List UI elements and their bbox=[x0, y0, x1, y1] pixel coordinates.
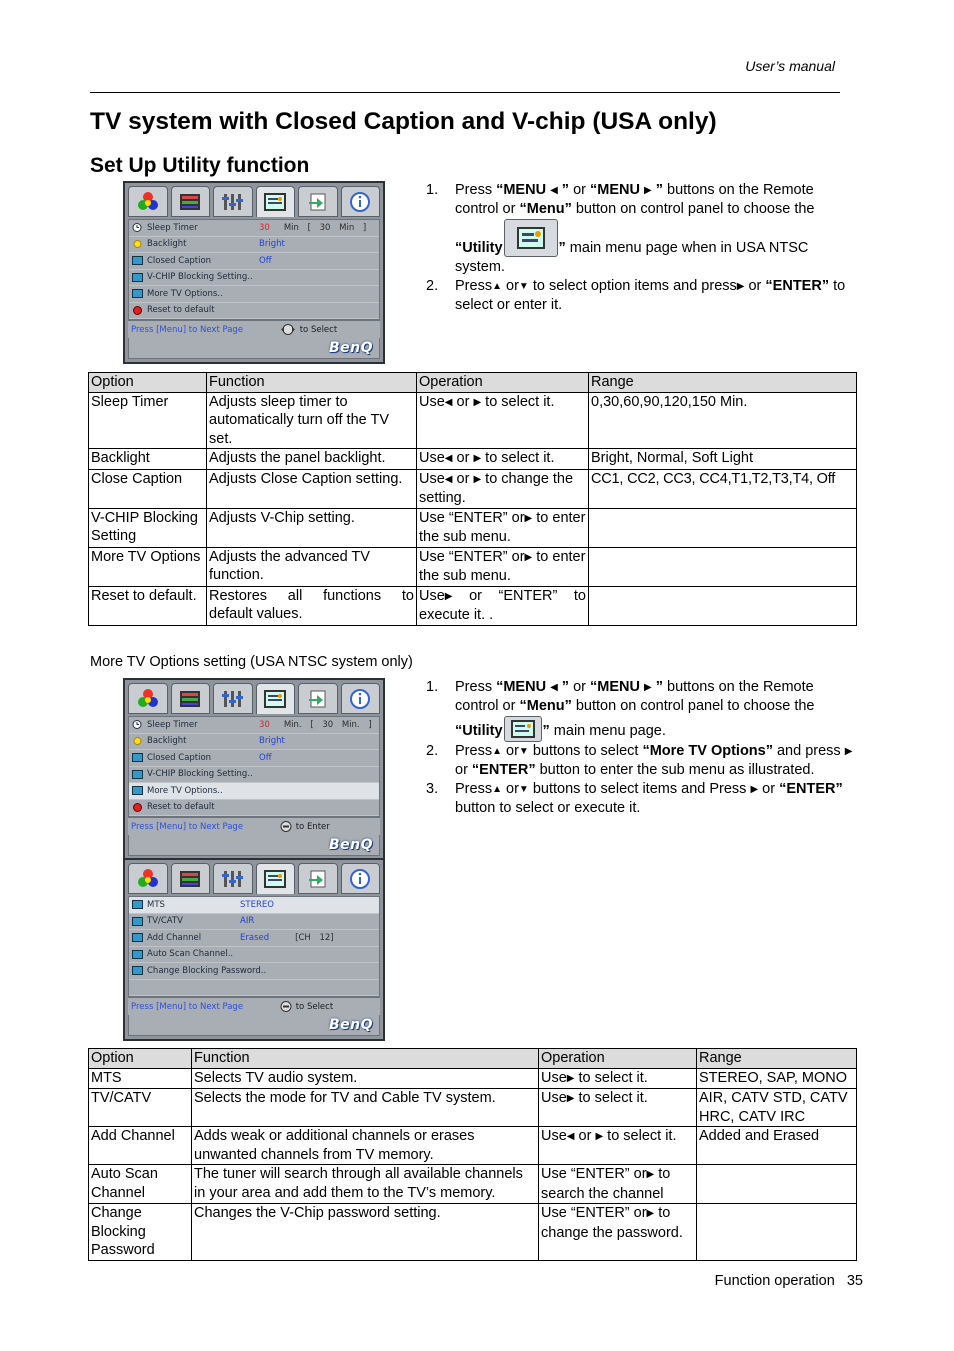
osd-tab-image bbox=[213, 186, 253, 217]
osd-row-auto-scan: Auto Scan Channel.. bbox=[129, 947, 379, 964]
up-arrow-icon: ▲ bbox=[492, 281, 502, 292]
instructions-more-tv bbox=[426, 678, 856, 818]
osd-utility-menu bbox=[123, 181, 385, 364]
utility-icon bbox=[504, 219, 558, 257]
adjust-icon bbox=[222, 869, 244, 889]
right-arrow-icon: ▶ bbox=[736, 281, 745, 292]
osd-row-closed-caption: Closed Caption Off bbox=[129, 750, 379, 767]
color-balls-icon bbox=[137, 688, 159, 710]
tv-icon bbox=[132, 933, 143, 942]
reset-icon bbox=[132, 306, 143, 315]
header-rule bbox=[90, 92, 840, 93]
table-row: More TV Options Adjusts the advanced TV function. Use “ENTER” or▶ to enter the sub menu. bbox=[89, 547, 857, 586]
osd-tab-info bbox=[341, 683, 381, 714]
osd-tab-color bbox=[128, 863, 168, 894]
info-icon bbox=[350, 192, 370, 212]
osd-row-vchip: V-CHIP Blocking Setting.. bbox=[129, 767, 379, 784]
adjust-icon bbox=[222, 192, 244, 212]
table-row: Close Caption Adjusts Close Caption setting. Use◀ or ▶ to change the setting. CC1, CC2, CC3, CC4,T1,T2,T3,T4, Off bbox=[89, 469, 857, 508]
osd-footer: Press [Menu] to Next Page to Enter bbox=[128, 817, 380, 835]
step-1: 1. Press “MENU ◀ ” or “MENU ▶ ” buttons on the Remote control or “Menu” button on control panel to choose the “Utility ” main menu page when in USA NTSC system. bbox=[426, 182, 815, 275]
osd-row-backlight: Backlight Bright bbox=[129, 734, 379, 751]
benq-logo: BenQ bbox=[128, 338, 380, 359]
tv-icon bbox=[132, 256, 143, 265]
page-number: 35 bbox=[846, 1273, 863, 1289]
page-title: TV system with Closed Caption and V-chip (USA only) bbox=[90, 108, 717, 135]
down-arrow-icon: ▼ bbox=[518, 784, 529, 795]
tv-icon bbox=[132, 753, 143, 762]
down-arrow-icon: ▼ bbox=[518, 746, 529, 757]
osd-row-reset: Reset to default bbox=[129, 303, 379, 320]
source-icon bbox=[307, 192, 329, 212]
utility-icon bbox=[263, 869, 287, 889]
info-icon bbox=[350, 869, 370, 889]
osd-tab-utility bbox=[256, 683, 296, 714]
table-row: MTS Selects TV audio system. Use▶ to select it. STEREO, SAP, MONO bbox=[89, 1068, 857, 1089]
osd-tab-color bbox=[128, 186, 168, 217]
right-arrow-icon: ▶ bbox=[524, 551, 533, 563]
osd-menu-list bbox=[128, 219, 380, 320]
osd-tab-picture bbox=[171, 186, 211, 217]
osd-row-sleep-timer: Sleep Timer 30 Min [ 30 Min ] bbox=[129, 220, 379, 237]
left-arrow-icon: ◀ bbox=[550, 185, 558, 196]
clock-icon bbox=[132, 223, 143, 232]
osd-row-empty bbox=[129, 980, 379, 997]
step-1: 1. Press “MENU ◀ ” or “MENU ▶ ” buttons on the Remote control or “Menu” button on control panel to choose the “Utility ” main menu page. bbox=[426, 678, 856, 742]
osd-tab-utility bbox=[256, 863, 296, 894]
source-icon bbox=[307, 869, 329, 889]
right-arrow-icon: ▶ bbox=[844, 746, 853, 757]
osd-row-vchip: V-CHIP Blocking Setting.. bbox=[129, 270, 379, 287]
osd-tab-color bbox=[128, 683, 168, 714]
up-arrow-icon: ▲ bbox=[492, 746, 502, 757]
running-header: User’s manual bbox=[745, 58, 835, 74]
osd-tab-bar bbox=[125, 680, 383, 716]
osd-utility-menu-more-tv bbox=[123, 678, 385, 861]
reset-icon bbox=[132, 803, 143, 812]
utility-icon bbox=[504, 716, 542, 742]
osd-row-closed-caption: Closed Caption Off bbox=[129, 253, 379, 270]
tv-icon bbox=[132, 950, 143, 959]
right-arrow-icon: ▶ bbox=[750, 784, 759, 795]
down-arrow-icon: ▼ bbox=[518, 281, 529, 292]
osd-menu-list bbox=[128, 716, 380, 817]
more-tv-options-table bbox=[88, 1048, 857, 1261]
left-arrow-icon: ◀ bbox=[444, 473, 453, 485]
osd-tab-bar bbox=[125, 183, 383, 219]
osd-tab-source bbox=[298, 863, 338, 894]
table-row: Sleep Timer Adjusts sleep timer to automatically turn off the TV set. Use◀ or ▶ to select it. 0,30,60,90,120,150 Min. bbox=[89, 392, 857, 449]
right-arrow-icon: ▶ bbox=[644, 185, 652, 196]
right-arrow-icon: ▶ bbox=[444, 590, 453, 602]
osd-tab-image bbox=[213, 683, 253, 714]
benq-logo: BenQ bbox=[128, 1015, 380, 1036]
utility-icon bbox=[263, 689, 287, 709]
adjust-icon bbox=[222, 689, 244, 709]
bulb-icon bbox=[132, 737, 143, 746]
table-header: Option Function Operation Range bbox=[89, 373, 857, 393]
color-balls-icon bbox=[137, 191, 159, 213]
table-row: Backlight Adjusts the panel backlight. Use◀ or ▶ to select it. Bright, Normal, Soft Light bbox=[89, 449, 857, 470]
osd-tab-info bbox=[341, 863, 381, 894]
osd-tab-source bbox=[298, 186, 338, 217]
table-header: Option Function Operation Range bbox=[89, 1049, 857, 1069]
tv-icon bbox=[132, 770, 143, 779]
left-arrow-icon: ◀ bbox=[550, 682, 558, 693]
tv-icon bbox=[132, 289, 143, 298]
osd-footer: Press [Menu] to Next Page to Select bbox=[128, 320, 380, 338]
right-arrow-icon: ▶ bbox=[524, 512, 533, 524]
tv-icon bbox=[132, 917, 143, 926]
up-arrow-icon: ▲ bbox=[492, 784, 502, 795]
tv-icon bbox=[132, 900, 143, 909]
left-arrow-icon: ◀ bbox=[444, 453, 453, 464]
osd-tab-info bbox=[341, 186, 381, 217]
right-arrow-icon: ▶ bbox=[566, 1072, 575, 1084]
right-arrow-icon: ▶ bbox=[473, 473, 482, 485]
osd-row-backlight: Backlight Bright bbox=[129, 237, 379, 254]
right-arrow-icon: ▶ bbox=[646, 1169, 655, 1180]
table-row: Reset to default. Restores all functions to default values. Use▶ or “ENTER” to execute it. . bbox=[89, 586, 857, 625]
benq-logo: BenQ bbox=[128, 835, 380, 856]
osd-row-change-password: Change Blocking Password.. bbox=[129, 963, 379, 980]
left-arrow-icon: ◀ bbox=[566, 1131, 575, 1142]
left-arrow-icon: ◀ bbox=[444, 396, 453, 408]
osd-row-sleep-timer: Sleep Timer 30 Min. [ 30 Min. ] bbox=[129, 717, 379, 734]
right-arrow-icon: ▶ bbox=[566, 1093, 575, 1104]
table-row: V-CHIP Blocking Setting Adjusts V-Chip setting. Use “ENTER” or▶ to enter the sub menu. bbox=[89, 508, 857, 547]
utility-options-table bbox=[88, 372, 857, 626]
table-row: Auto Scan Channel The tuner will search through all available channels in your area and add them to the TV’s memory. Use “ENTER” or▶ to search the channel bbox=[89, 1165, 857, 1204]
osd-menu-list bbox=[128, 896, 380, 997]
step-2: 2. Press▲ or▼ buttons to select “More TV Options” and press ▶ or “ENTER” button to enter the sub menu as illustrated. bbox=[426, 743, 853, 778]
osd-tab-image bbox=[213, 863, 253, 894]
step-3: 3. Press▲ or▼ buttons to select items and Press ▶ or “ENTER” button to select or execute it. bbox=[426, 781, 843, 816]
enter-key-icon bbox=[279, 821, 293, 832]
picture-icon bbox=[179, 870, 201, 888]
info-icon bbox=[350, 689, 370, 709]
osd-row-more-tv: More TV Options.. bbox=[129, 286, 379, 303]
osd-more-tv-options-menu bbox=[123, 858, 385, 1041]
color-balls-icon bbox=[137, 868, 159, 890]
table-row: Add Channel Adds weak or additional channels or erases unwanted channels from TV memory. Use◀ or ▶ to select it. Added and Erased bbox=[89, 1127, 857, 1165]
page-footer: Function operation 35 bbox=[714, 1273, 863, 1289]
step-2: 2. Press▲ or▼ to select option items and press▶ or “ENTER” to select or enter it. bbox=[426, 278, 846, 313]
arrow-keys-icon bbox=[279, 324, 297, 335]
osd-tab-bar bbox=[125, 860, 383, 896]
clock-icon bbox=[132, 720, 143, 729]
right-arrow-icon: ▶ bbox=[644, 682, 652, 693]
osd-row-more-tv-selected: More TV Options.. bbox=[129, 783, 379, 800]
section-title: Set Up Utility function bbox=[90, 154, 310, 177]
tv-icon bbox=[132, 786, 143, 795]
tv-icon bbox=[132, 273, 143, 282]
table-row: TV/CATV Selects the mode for TV and Cable TV system. Use▶ to select it. AIR, CATV STD, CATV HRC, CATV IRC bbox=[89, 1089, 857, 1127]
picture-icon bbox=[179, 193, 201, 211]
enter-key-icon bbox=[279, 1001, 293, 1012]
osd-row-tv-catv: TV/CATV AIR bbox=[129, 914, 379, 931]
instructions-utility bbox=[426, 181, 856, 315]
utility-icon bbox=[263, 192, 287, 212]
table-row: Change Blocking Password Changes the V-Chip password setting. Use “ENTER” or▶ to change the password. bbox=[89, 1204, 857, 1261]
osd-row-reset: Reset to default bbox=[129, 800, 379, 817]
osd-row-mts: MTS STEREO bbox=[129, 897, 379, 914]
more-tv-caption: More TV Options setting (USA NTSC system only) bbox=[90, 654, 413, 670]
osd-tab-picture bbox=[171, 863, 211, 894]
bulb-icon bbox=[132, 240, 143, 249]
osd-tab-picture bbox=[171, 683, 211, 714]
right-arrow-icon: ▶ bbox=[473, 396, 482, 408]
osd-tab-source bbox=[298, 683, 338, 714]
right-arrow-icon: ▶ bbox=[646, 1208, 655, 1219]
right-arrow-icon: ▶ bbox=[595, 1131, 604, 1142]
picture-icon bbox=[179, 690, 201, 708]
source-icon bbox=[307, 689, 329, 709]
osd-row-add-channel: Add Channel Erased [CH 12] bbox=[129, 930, 379, 947]
right-arrow-icon: ▶ bbox=[473, 453, 482, 464]
osd-tab-utility bbox=[256, 186, 296, 217]
tv-icon bbox=[132, 966, 143, 975]
osd-footer: Press [Menu] to Next Page to Select bbox=[128, 997, 380, 1015]
